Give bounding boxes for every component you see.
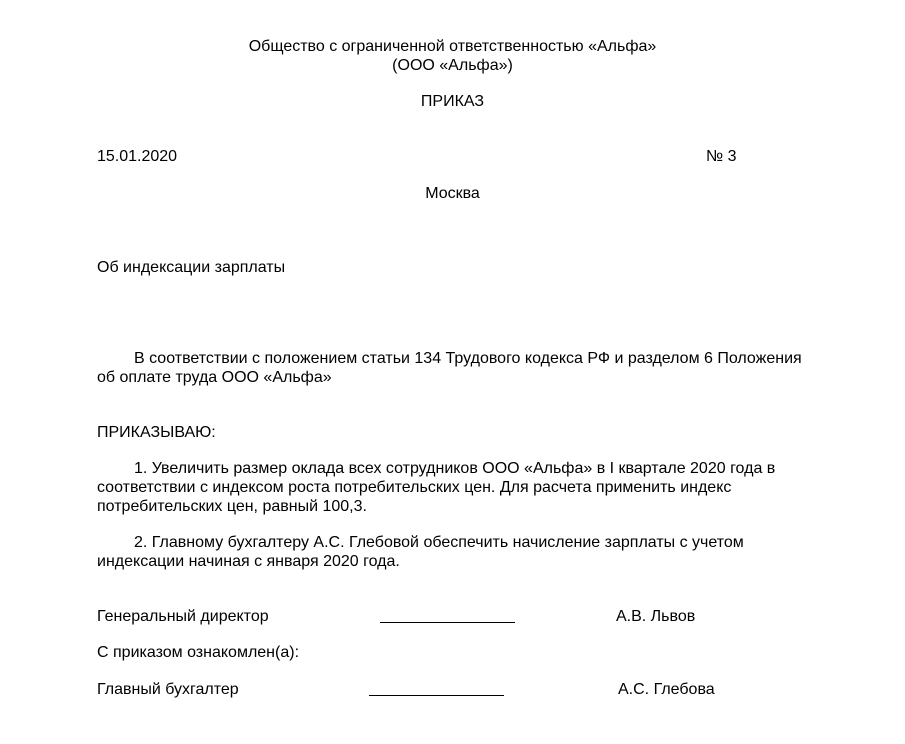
acknowledgement-label: С приказом ознакомлен(а): bbox=[97, 644, 300, 661]
order-command-word: ПРИКАЗЫВАЮ: bbox=[97, 424, 216, 441]
accountant-title: Главный бухгалтер bbox=[97, 681, 239, 698]
order-number: № 3 bbox=[706, 148, 737, 165]
organization-short-name: (ООО «Альфа») bbox=[392, 57, 513, 74]
director-title: Генеральный директор bbox=[97, 608, 269, 625]
order-city: Москва bbox=[425, 185, 480, 202]
order-subject: Об индексации зарплаты bbox=[97, 259, 286, 276]
accountant-signature-line bbox=[369, 695, 504, 696]
order-item-2: 2. Главному бухгалтеру А.С. Глебовой обеспечить начисление зарплаты с учетом индексации начиная с января 2020 года. bbox=[97, 534, 744, 570]
order-item-1: 1. Увеличить размер оклада всех сотрудников ООО «Альфа» в I квартале 2020 года в соответствии с индексом роста потребительских цен. Для расчета применить индекс потребительских цен, равный 100,3. bbox=[97, 460, 776, 515]
director-signature-line bbox=[380, 622, 515, 623]
organization-full-name: Общество с ограниченной ответственностью «Альфа» bbox=[248, 38, 657, 55]
order-date: 15.01.2020 bbox=[97, 148, 178, 165]
accountant-name: А.С. Глебова bbox=[618, 681, 715, 698]
document-title: ПРИКАЗ bbox=[420, 93, 485, 110]
order-preamble: В соответствии с положением статьи 134 Трудового кодекса РФ и разделом 6 Положения об оплате труда ООО «Альфа» bbox=[97, 350, 802, 386]
director-name: А.В. Львов bbox=[616, 608, 696, 625]
